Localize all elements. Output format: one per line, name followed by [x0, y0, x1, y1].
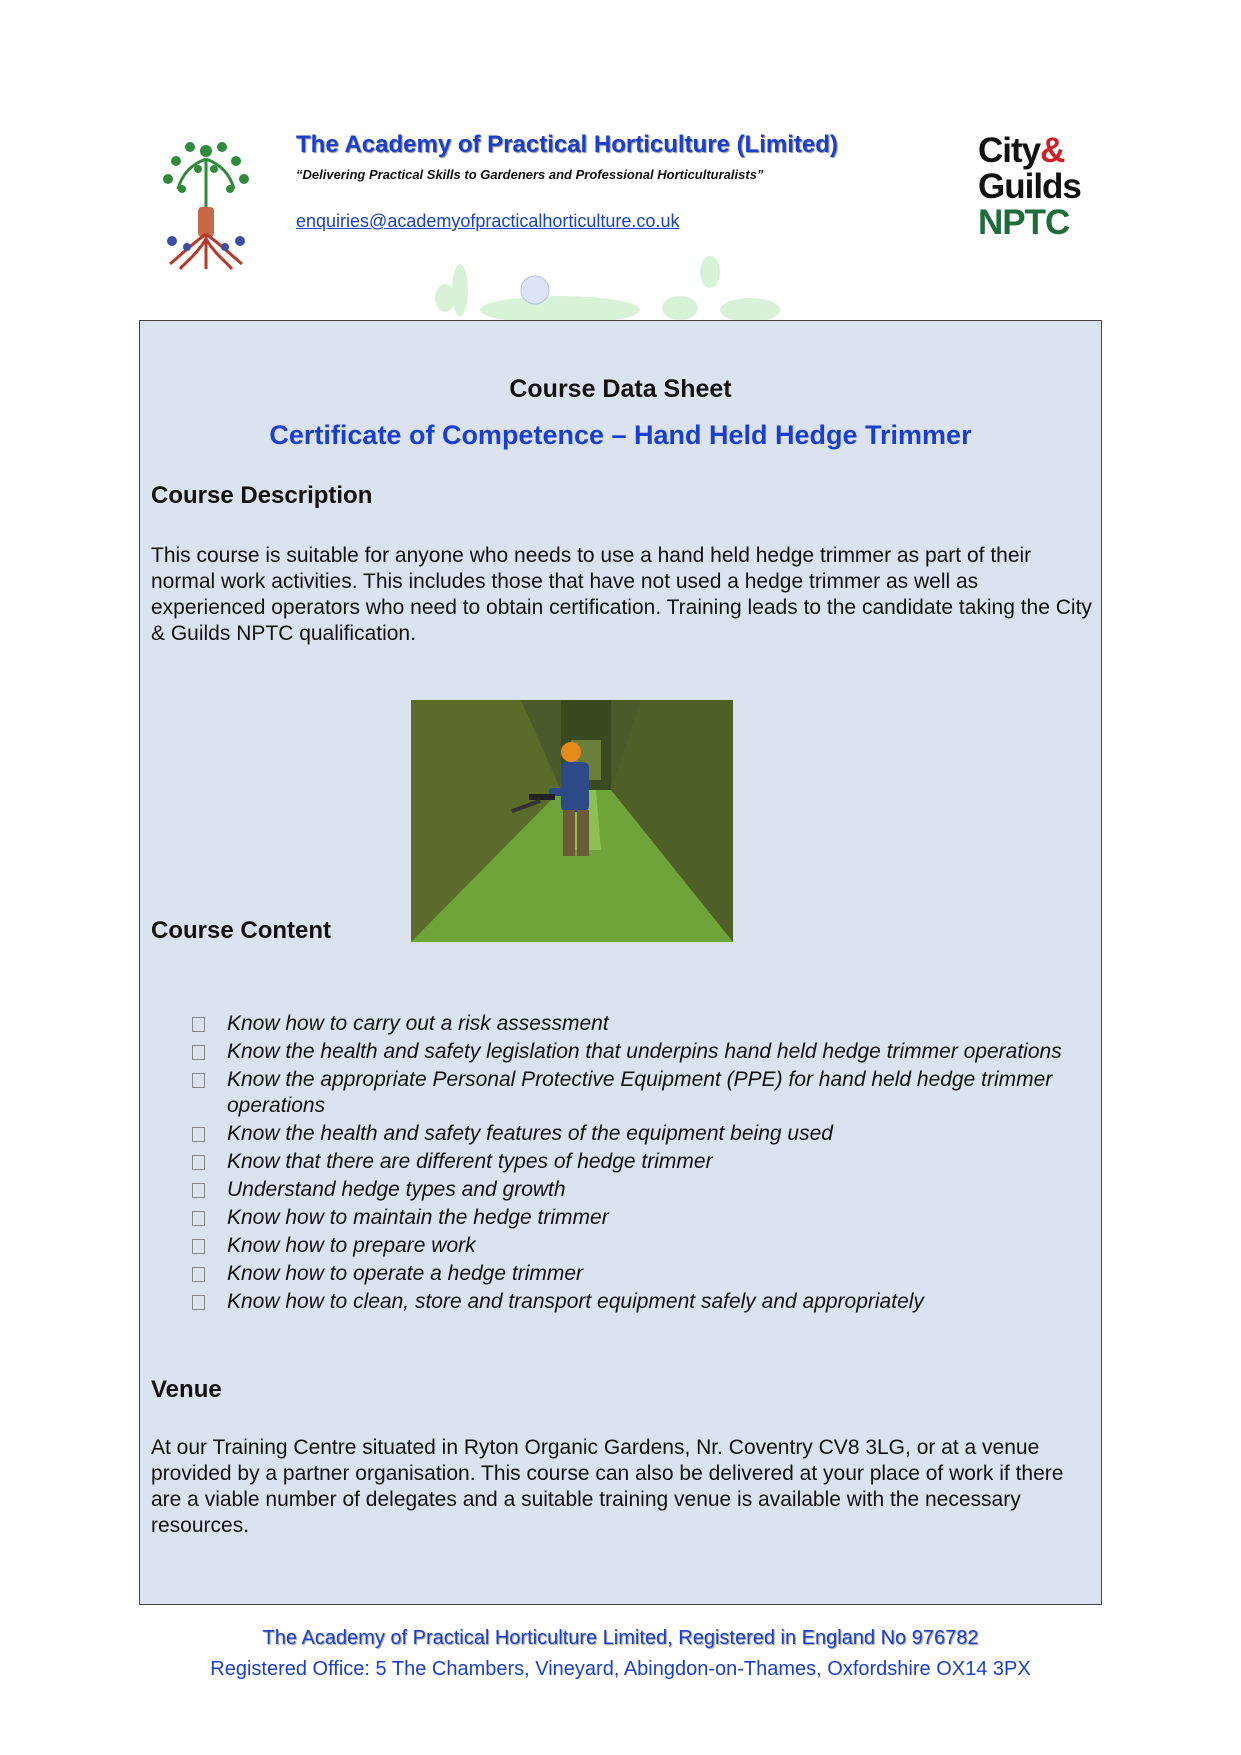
organisation-title: The Academy of Practical Horticulture (Limited)	[296, 131, 838, 158]
course-title: Certificate of Competence – Hand Held Hedge Trimmer	[269, 420, 972, 450]
course-content-heading: Course Content	[151, 917, 331, 944]
checkbox-bullet-icon	[192, 1127, 205, 1142]
academy-tree-logo	[152, 129, 260, 275]
list-item: Understand hedge types and growth	[140, 1177, 1103, 1203]
list-item: Know the health and safety features of the equipment being used	[140, 1121, 1103, 1147]
list-item: Know how to maintain the hedge trimmer	[140, 1205, 1103, 1231]
logo-guilds-text: Guilds	[978, 167, 1081, 206]
checkbox-bullet-icon	[192, 1211, 205, 1226]
footer-registered-office: Registered Office: 5 The Chambers, Vineyard, Abingdon-on-Thames, Oxfordshire OX14 3PX	[210, 1658, 1031, 1680]
list-item: Know that there are different types of hedge trimmer	[140, 1149, 1103, 1175]
checkbox-bullet-icon	[192, 1183, 205, 1198]
checkbox-bullet-icon	[192, 1073, 205, 1088]
venue-text: At our Training Centre situated in Ryton Organic Gardens, Nr. Coventry CV8 3LG, or at a venue provided by a partner organisation. This course can also be delivered at your place of work if there are a viable number of delegates and a suitable training venue is available with the necessary resources.	[151, 1436, 1064, 1537]
checkbox-bullet-icon	[192, 1295, 205, 1310]
course-data-panel	[139, 320, 1102, 1605]
checkbox-bullet-icon	[192, 1017, 205, 1032]
hedge-trimming-photo	[411, 700, 733, 942]
course-content-list	[140, 1011, 1103, 1317]
list-item: Know the appropriate Personal Protective Equipment (PPE) for hand held hedge trimmer operations	[140, 1067, 1103, 1119]
course-description-heading: Course Description	[151, 482, 373, 509]
logo-ampersand: &	[1040, 131, 1065, 170]
list-item: Know the health and safety legislation that underpins hand held hedge trimmer operations	[140, 1039, 1103, 1065]
sheet-title: Course Data Sheet	[509, 375, 732, 403]
list-item: Know how to operate a hedge trimmer	[140, 1261, 1103, 1287]
venue-heading: Venue	[151, 1376, 222, 1403]
logo-nptc-text: NPTC	[978, 203, 1070, 242]
logo-city-text: City	[978, 131, 1041, 170]
checkbox-bullet-icon	[192, 1155, 205, 1170]
leaf-watermark-graphic	[430, 250, 870, 320]
checkbox-bullet-icon	[192, 1045, 205, 1060]
checkbox-bullet-icon	[192, 1267, 205, 1282]
city-guilds-nptc-logo	[978, 133, 1098, 249]
tagline: “Delivering Practical Skills to Gardeners and Professional Horticulturalists”	[296, 167, 764, 182]
list-item: Know how to carry out a risk assessment	[140, 1011, 1103, 1037]
course-description-text: This course is suitable for anyone who needs to use a hand held hedge trimmer as part of their normal work activities. This includes those that have not used a hedge trimmer as well as experienced operators who need to obtain certification. Training leads to the candidate taking the City & Guilds NPTC qualification.	[151, 544, 1092, 645]
email-link[interactable]: enquiries@academyofpracticalhorticulture.co.uk	[296, 211, 680, 231]
checkbox-bullet-icon	[192, 1239, 205, 1254]
list-item: Know how to clean, store and transport equipment safely and appropriately	[140, 1289, 1103, 1315]
list-item: Know how to prepare work	[140, 1233, 1103, 1259]
footer-registration: The Academy of Practical Horticulture Limited, Registered in England No 976782	[262, 1627, 979, 1649]
